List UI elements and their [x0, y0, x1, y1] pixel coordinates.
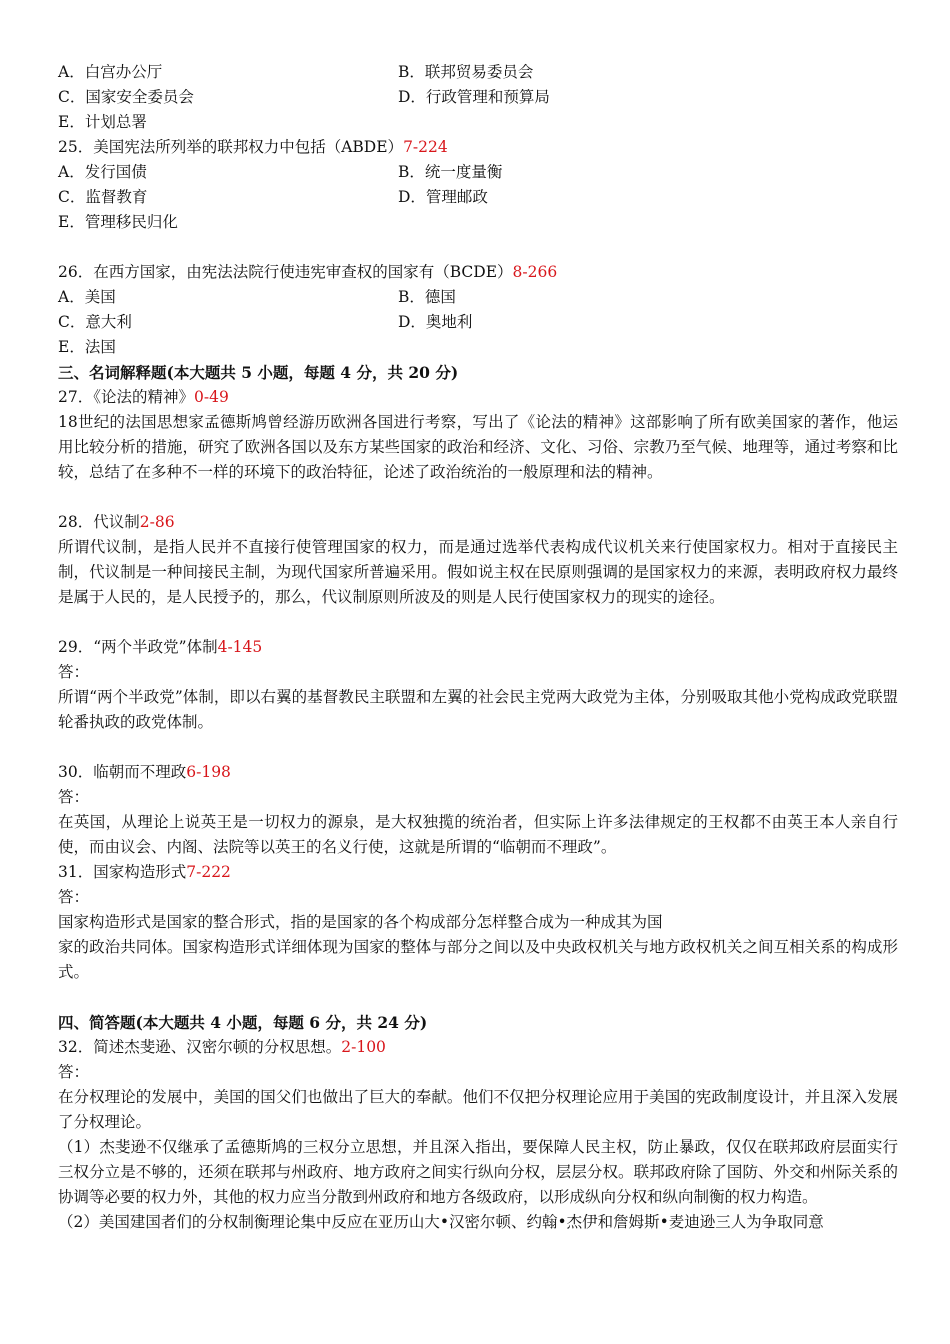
- q24-options-row-2: [58, 85, 898, 110]
- question-text: 26．在西方国家，由宪法法院行使违宪审查权的国家有（BCDE）: [58, 263, 513, 281]
- page-reference: 4-145: [217, 638, 263, 656]
- q32-stem: [58, 1035, 898, 1060]
- q25-stem: [58, 135, 898, 160]
- q24-options-row-1: [58, 60, 898, 85]
- option-e: E．法国: [58, 338, 116, 356]
- q27-stem: [58, 385, 898, 410]
- q32-answer-point-2: （2）美国建国者们的分权制衡理论集中反应在亚历山大•汉密尔顿、约翰•杰伊和詹姆斯•麦迪逊三人为争取同意: [58, 1213, 824, 1231]
- option-c: C．意大利: [58, 313, 132, 331]
- q26-options-row-2: [58, 310, 898, 335]
- answer-label: 答：: [58, 888, 90, 906]
- option-b: B．联邦贸易委员会: [398, 63, 534, 81]
- question-text: 25．美国宪法所列举的联邦权力中包括（ABDE）: [58, 138, 404, 156]
- section-3-heading: 三、名词解释题(本大题共 5 小题，每题 4 分，共 20 分): [58, 363, 459, 382]
- option-b: B．德国: [398, 288, 456, 306]
- answer-label: 答：: [58, 663, 90, 681]
- option-d: D．行政管理和预算局: [398, 88, 550, 106]
- answer-label: 答：: [58, 788, 90, 806]
- q32-answer-point-1: （1）杰斐逊不仅继承了孟德斯鸠的三权分立思想，并且深入指出，要保障人民主权，防止暴政，仅仅在联邦政府层面实行三权分立是不够的，还须在联邦与州政府、地方政府之间实行纵向分权，层层分权。联邦政府除了国防、外交和州际关系的协调等必要的权力外，其他的权力应当分散到州政府和地方各级政府，以形成纵向分权和纵向制衡的权力构造。: [58, 1138, 898, 1206]
- option-c: C．监督教育: [58, 188, 148, 206]
- q30-answer-body: 在英国，从理论上说英王是一切权力的源泉，是大权独揽的统治者，但实际上许多法律规定的王权都不由英王本人亲自行使，而由议会、内阁、法院等以英王的名义行使，这就是所谓的“临朝而不理政”。: [58, 813, 898, 856]
- option-e: E．管理移民归化: [58, 213, 178, 231]
- page-reference: 2-86: [139, 513, 175, 531]
- document-page: [58, 60, 898, 1235]
- answer-label: 答：: [58, 1063, 90, 1081]
- page-reference: 7-224: [403, 138, 448, 156]
- q29-answer-body: 所谓“两个半政党”体制，即以右翼的基督教民主联盟和左翼的社会民主党两大政党为主体，分别吸取其他小党构成政党联盟轮番执政的政党体制。: [58, 688, 898, 731]
- option-b: B．统一度量衡: [398, 163, 503, 181]
- option-e: E．计划总署: [58, 113, 147, 131]
- q25-options-row-1: [58, 160, 898, 185]
- page-reference: 0-49: [193, 388, 229, 406]
- q26-options-row-1: [58, 285, 898, 310]
- section-4-heading: 四、简答题(本大题共 4 小题，每题 6 分，共 24 分): [58, 1013, 428, 1032]
- page-reference: 8-266: [512, 263, 558, 281]
- option-a: A．白宫办公厅: [58, 63, 163, 81]
- question-text: 32．简述杰斐逊、汉密尔顿的分权思想。: [58, 1038, 342, 1056]
- option-d: D．管理邮政: [398, 188, 488, 206]
- page-reference: 7-222: [186, 863, 231, 881]
- q26-stem: [58, 260, 898, 285]
- q28-answer-body: 所谓代议制，是指人民并不直接行使管理国家的权力，而是通过选举代表构成代议机关来行使国家权力。相对于直接民主制，代议制是一种间接民主制，为现代国家所普遍采用。假如说主权在民原则强调的是国家权力的来源，表明政府权力最终是属于人民的，是人民授予的，那么，代议制原则所波及的则是人民行使国家权力的现实的途径。: [58, 538, 898, 606]
- question-text: 27．《论法的精神》: [58, 388, 194, 406]
- q27-answer-body: 18世纪的法国思想家孟德斯鸠曾经游历欧洲各国进行考察，写出了《论法的精神》这部影响了所有欧美国家的著作，他运用比较分析的措施，研究了欧洲各国以及东方某些国家的政治和经济、文化、习俗、宗教乃至气候、地理等，通过考察和比较，总结了在多种不一样的环境下的政治特征，论述了政治统治的一般原理和法的精神。: [58, 413, 898, 481]
- q31-answer-body-line-1: 国家构造形式是国家的整合形式，指的是国家的各个构成部分怎样整合成为一种成其为国: [58, 913, 663, 931]
- q32-answer-intro: 在分权理论的发展中，美国的国父们也做出了巨大的奉献。他们不仅把分权理论应用于美国的宪政制度设计，并且深入发展了分权理论。: [58, 1088, 898, 1131]
- question-text: 30．临朝而不理政: [58, 763, 187, 781]
- q28-stem: [58, 510, 898, 535]
- question-text: 29．“两个半政党”体制: [58, 638, 218, 656]
- q31-stem: [58, 860, 898, 885]
- question-text: 31．国家构造形式: [58, 863, 187, 881]
- q29-stem: [58, 635, 898, 660]
- q31-answer-body-line-2: 家的政治共同体。国家构造形式详细体现为国家的整体与部分之间以及中央政权机关与地方政权机关之间互相关系的构成形式。: [58, 938, 898, 981]
- option-a: A．发行国债: [58, 163, 147, 181]
- option-d: D．奥地利: [398, 313, 473, 331]
- option-c: C．国家安全委员会: [58, 88, 194, 106]
- option-a: A．美国: [58, 288, 116, 306]
- page-reference: 6-198: [186, 763, 231, 781]
- q30-stem: [58, 760, 898, 785]
- question-text: 28．代议制: [58, 513, 140, 531]
- q25-options-row-2: [58, 185, 898, 210]
- page-reference: 2-100: [341, 1038, 386, 1056]
